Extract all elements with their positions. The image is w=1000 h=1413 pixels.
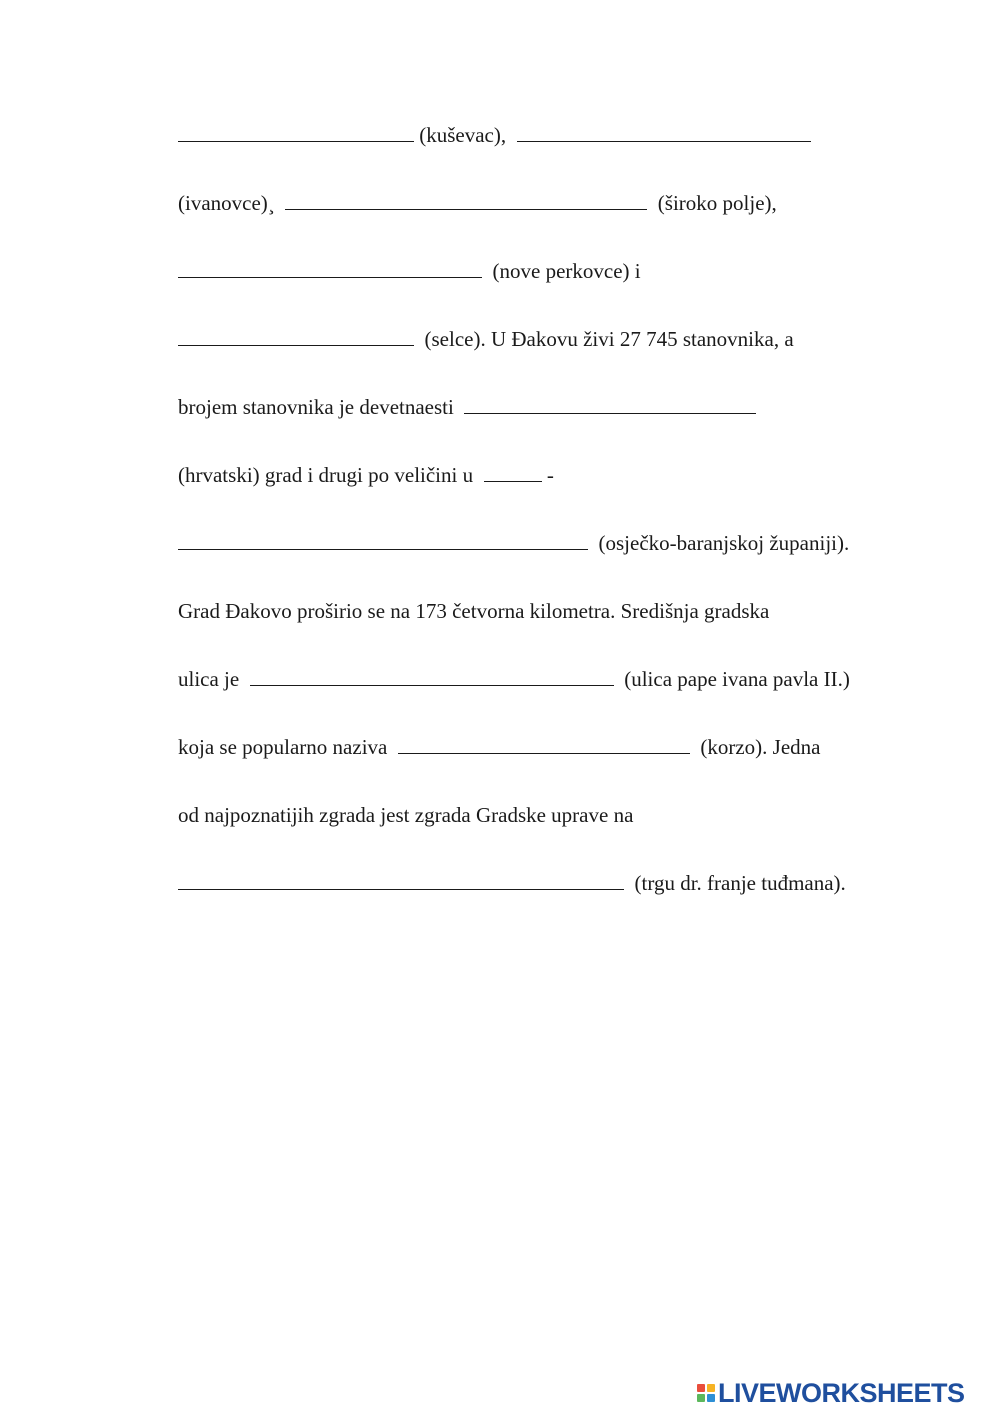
worksheet-text: [178, 117, 898, 933]
text-segment: (trgu dr. franje tuđmana).: [629, 871, 846, 895]
liveworksheets-logo[interactable]: [697, 1378, 965, 1408]
text-line: [178, 321, 898, 389]
text-line: [178, 797, 898, 865]
text-segment: (korzo). Jedna: [695, 735, 821, 759]
text-line: [178, 593, 898, 661]
logo-text: LIVEWORKSHEETS: [718, 1377, 965, 1408]
text-line: [178, 457, 898, 525]
text-segment: (ivanovce)¸: [178, 191, 281, 215]
text-segment: ulica je: [178, 667, 245, 691]
text-segment: od najpoznatijih zgrada jest zgrada Gradske uprave na: [178, 803, 634, 827]
answer-blank[interactable]: [250, 664, 614, 686]
text-segment: koja se popularno naziva: [178, 735, 393, 759]
text-line: [178, 525, 898, 593]
text-segment: (hrvatski) grad i drugi po veličini u: [178, 463, 479, 487]
answer-blank[interactable]: [178, 868, 624, 890]
answer-blank[interactable]: [285, 188, 647, 210]
text-segment: (osječko-baranjskoj županiji).: [593, 531, 850, 555]
text-segment: (selce). U Đakovu živi 27 745 stanovnika, a: [419, 327, 794, 351]
text-segment: Grad Đakovo proširio se na 173 četvorna kilometra. Središnja gradska: [178, 599, 770, 623]
text-line: [178, 865, 898, 933]
text-segment: (nove perkovce) i: [487, 259, 641, 283]
answer-blank[interactable]: [178, 256, 482, 278]
text-line: [178, 389, 898, 457]
answer-blank[interactable]: [517, 120, 811, 142]
answer-blank[interactable]: [178, 528, 588, 550]
text-segment: (široko polje),: [652, 191, 777, 215]
answer-blank[interactable]: [464, 392, 756, 414]
text-segment: (ulica pape ivana pavla II.): [618, 667, 850, 691]
text-segment: (kuševac),: [419, 123, 512, 147]
answer-blank[interactable]: [178, 120, 414, 142]
text-line: [178, 661, 898, 729]
text-line: [178, 185, 898, 253]
answer-blank[interactable]: [398, 732, 690, 754]
answer-blank[interactable]: [178, 324, 414, 346]
text-line: [178, 253, 898, 321]
text-line: [178, 729, 898, 797]
text-segment: -: [546, 463, 554, 487]
text-line: [178, 117, 898, 185]
text-segment: brojem stanovnika je devetnaesti: [178, 395, 460, 419]
liveworksheets-logo-icon: [697, 1384, 715, 1402]
answer-blank[interactable]: [484, 460, 542, 482]
